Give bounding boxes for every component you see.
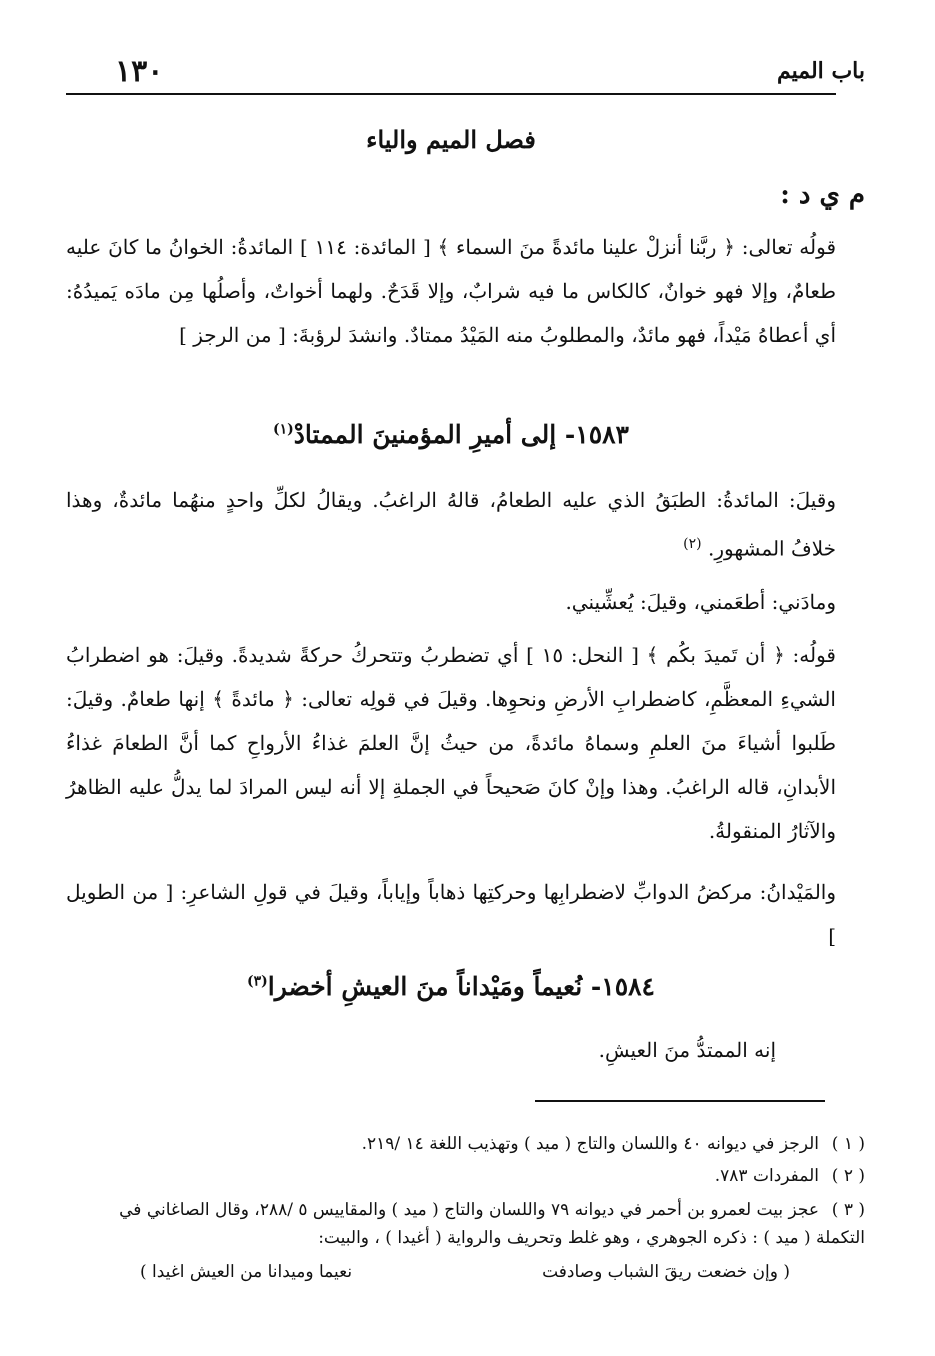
footnote-divider	[535, 1100, 825, 1102]
footnote-ref-2: (٢)	[683, 536, 702, 552]
paragraph-3: ومادَني: أطعَمني، وقيلَ: يُعشِّيني.	[565, 590, 836, 614]
footnote-text: عجز بيت لعمرو بن أحمر في ديوانه ٧٩ واللسان والتاج ( ميد ) والمقاييس ٥ /٢٨٨، وقال الصاغاني في التكملة ( ميد ) : ذكره الجوهري ، وهو غلط وتحريف والرواية ( أغيدا ) ، والبيت:	[119, 1200, 865, 1248]
footnote-1	[65, 1130, 865, 1158]
footnote-text: الرجز في ديوانه ٤٠ واللسان والتاج ( ميد ) وتهذيب اللغة ١٤ /٢١٩.	[361, 1134, 819, 1154]
paragraph-5: والمَيْدانُ: مركضُ الدوابِّ لاضطرابِها وحركتِها ذهاباً وإياباً، وقيلَ في قولِ الشاعرِ: [ من الطويل ]	[66, 880, 836, 948]
poem-first-half: ( وإن خضعت ريقَ الشباب وصادفت	[542, 1262, 790, 1282]
page-number: ١٣٠	[115, 54, 164, 89]
footnote-ref-1: (١)	[273, 421, 294, 438]
verse-number: ١٥٨٣	[575, 420, 629, 449]
poem-second-half: نعيما وميدانا من العيش اغيدا )	[140, 1262, 353, 1282]
header-divider	[66, 93, 836, 95]
root-letters: م ي د :	[780, 180, 865, 210]
paragraph-1: قولُه تعالى: ﴿ ربَّنا أنزلْ علينا مائدةً منَ السماء ﴾ [ المائدة: ١١٤ ] المائدةُ: الخوانُ ما كانَ عليه طعامٌ، وإلا فهو خوانٌ، كالكاس ما فيه شرابٌ، وإلا قَدَحٌ. ولهما أخواتٌ، وأصلُها مِن مادَه يَميدُهُ: أي أعطاهُ مَيْداً، فهو مائدٌ، والمطلوبُ منه المَيْدُ ممتادٌ. وانشدَ لرؤبةَ: [ من الرجز ]	[66, 235, 836, 347]
footnote-2	[65, 1162, 865, 1190]
verse-text: - نُعيماً ومَيْداناً منَ العيشِ أخضرا	[267, 972, 602, 1001]
footnote-poem-line	[140, 1262, 790, 1282]
footnote-3	[65, 1196, 865, 1252]
footnote-number: ( ١ )	[831, 1134, 865, 1154]
verse-text: - إلى أميرِ المؤمنينَ الممتادْ	[293, 420, 576, 449]
footnote-number: ( ٢ )	[831, 1166, 865, 1186]
paragraph-2	[66, 478, 836, 571]
footnote-number: ( ٣ )	[831, 1200, 865, 1220]
footnote-ref-3: (٣)	[247, 973, 268, 990]
paragraph-4: قولُه: ﴿ أن تَميدَ بكُم ﴾ [ النحل: ١٥ ] أي تضطربُ وتتحركُ حركةً شديدةً. وقيلَ: هو اضطرابُ الشيءِ المعظَّمِ، كاضطرابِ الأرضِ ونحوِها. وقيلَ في قولِه تعالى: ﴿ مائدةً ﴾ إنها طعامٌ. وقيلَ: طَلبوا أشياءَ منَ العلمِ وسماهُ مائدةً، من حيثُ إنَّ العلمَ غذاءُ الأرواحِ كما أنَّ الطعامَ غذاءُ الأبدانِ، قاله الراغبُ. وهذا وإنْ كانَ صَحيحاً في الجملةِ إلا أنه ليس المرادَ لما يدلُّ عليه الظاهرُ والآثارُ المنقولةُ.	[66, 643, 836, 843]
paragraph-2-text: وقيلَ: المائدةُ: الطبَقُ الذي عليه الطعامُ، قالهُ الراغبُ. ويقالُ لكلِّ واحدٍ منهُما مائدةٌ، وهذا خلافُ المشهورِ.	[66, 488, 836, 561]
footnote-text: المفردات ٧٨٣.	[714, 1166, 819, 1186]
verse-1583	[66, 420, 836, 449]
verse-number: ١٥٨٤	[601, 972, 655, 1001]
verse-1584	[66, 972, 836, 1001]
chapter-header: باب الميم	[776, 58, 865, 84]
section-title: فصل الميم والياء	[366, 125, 536, 154]
paragraph-6: إنه الممتدُّ منَ العيشِ.	[598, 1038, 776, 1062]
